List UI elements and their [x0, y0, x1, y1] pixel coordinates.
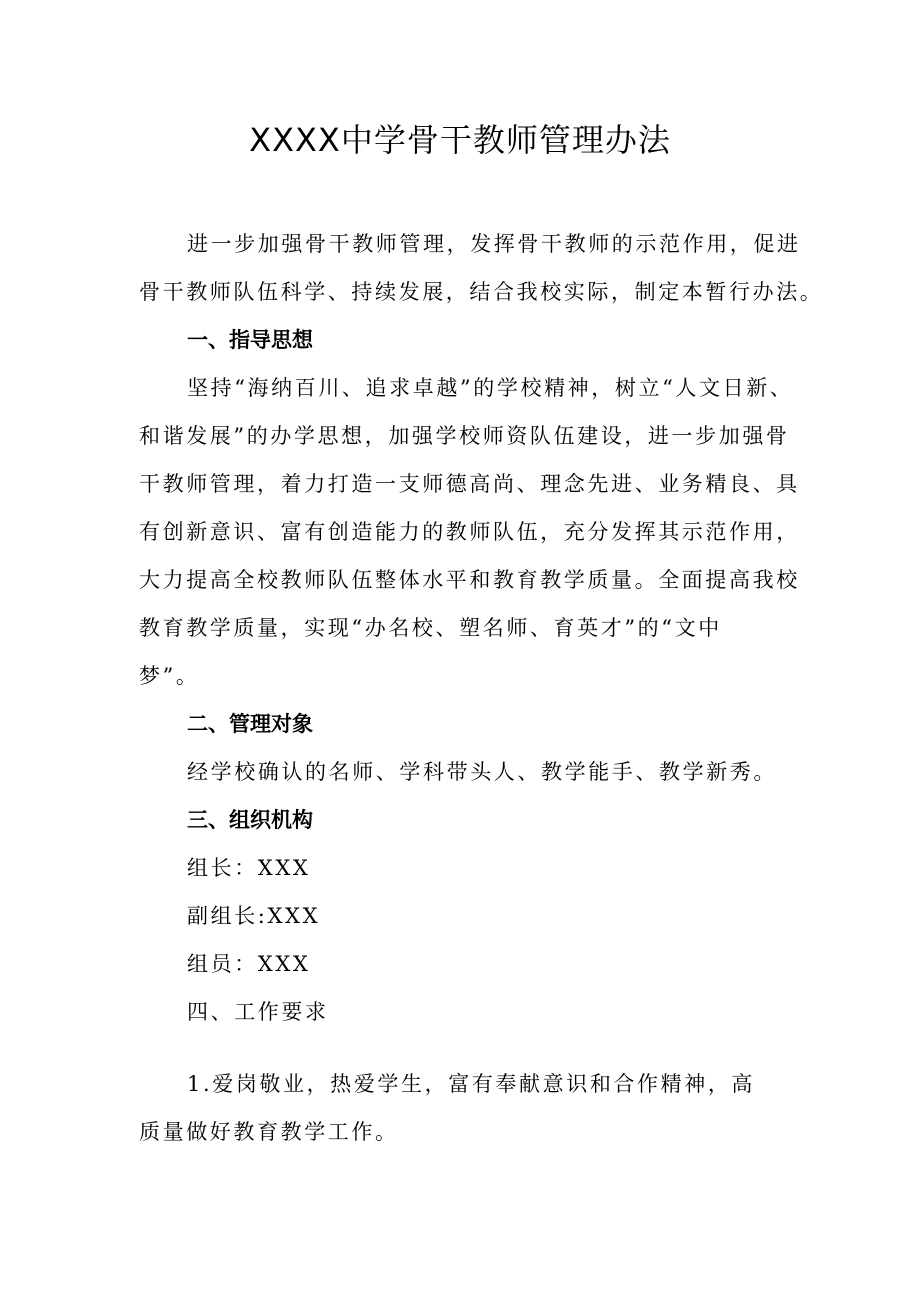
organization-deputy-leader: 副组长:XXX [187, 904, 321, 928]
document-title: XXXX中学骨干教师管理办法 [249, 121, 671, 159]
guiding-thought-line-2: 和谐发展”的办学思想，加强学校师资队伍建设，进一步加强骨 [139, 424, 790, 448]
guiding-thought-line-6: 教育教学质量，实现“办名校、塑名师、育英才”的“文中 [139, 616, 722, 640]
section-heading-management-target: 二、管理对象 [187, 712, 313, 736]
organization-members: 组员：XXX [187, 952, 311, 976]
intro-line-2: 骨干教师队伍科学、持续发展，结合我校实际，制定本暂行办法。 [139, 280, 824, 304]
work-requirement-item-1-line-2: 质量做好教育教学工作。 [139, 1120, 399, 1144]
section-heading-organization: 三、组织机构 [187, 808, 313, 832]
intro-line-1: 进一步加强骨干教师管理，发挥骨干教师的示范作用，促进 [187, 232, 801, 256]
guiding-thought-line-1: 坚持“海纳百川、追求卓越”的学校精神，树立“人文日新、 [187, 376, 794, 400]
guiding-thought-line-7: 梦”。 [139, 664, 200, 688]
section-heading-guiding-thought: 一、指导思想 [187, 328, 313, 352]
guiding-thought-line-3: 干教师管理，着力打造一支师德高尚、理念先进、业务精良、具 [139, 472, 800, 496]
section-heading-work-requirements: 四、工作要求 [187, 1000, 329, 1024]
guiding-thought-line-5: 大力提高全校教师队伍整体水平和教育教学质量。全面提高我校 [139, 568, 800, 592]
management-target-line-1: 经学校确认的名师、学科带头人、教学能手、教学新秀。 [187, 760, 777, 784]
guiding-thought-line-4: 有创新意识、富有创造能力的教师队伍，充分发挥其示范作用， [139, 520, 800, 544]
work-requirement-item-1-line-1: 1.爱岗敬业，热爱学生，富有奉献意识和合作精神，高 [187, 1072, 756, 1096]
organization-leader: 组长：XXX [187, 856, 311, 880]
